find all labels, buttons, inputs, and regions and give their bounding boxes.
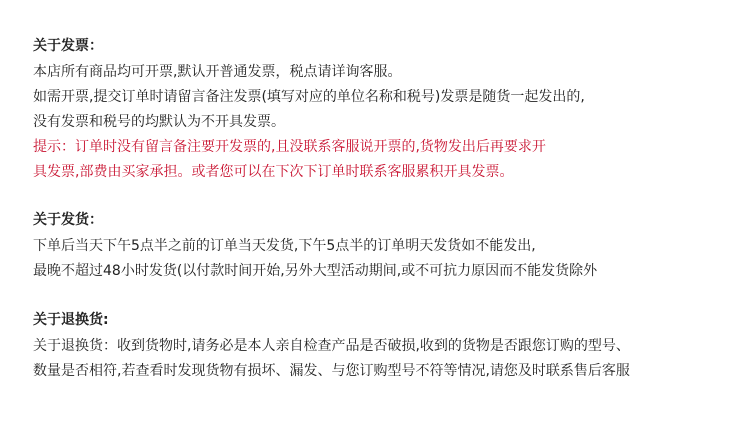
shipping-line: 最晚不超过48小时发货(以付款时间开始,另外大型活动期间,或不可抗力原因而不能发货除外 (33, 263, 598, 279)
returns-line: 关于退换货：收到货物时,请务必是本人亲自检查产品是否破损,收到的货物是否跟您订购的型号、 (33, 338, 630, 354)
returns-heading: 关于退换货: (33, 312, 109, 328)
shipping-line: 下单后当天下午5点半之前的订单当天发货,下午5点半的订单明天发货如不能发出, (33, 238, 536, 254)
invoice-notice-line: 具发票,部费由买家承担。或者您可以在下次下订单时联系客服累积开具发票。 (33, 164, 514, 180)
invoice-section (33, 36, 733, 185)
returns-line: 数量是否相符,若查看时发现货物有损坏、漏发、与您订购型号不符等情况,请您及时联系售后客服 (33, 363, 630, 379)
invoice-notice-line: 提示：订单时没有留言备注要开发票的,且没联系客服说开票的,货物发出后再要求开 (33, 139, 546, 155)
invoice-line: 如需开票,提交订单时请留言备注发票(填写对应的单位名称和税号)发票是随货一起发出的, (33, 89, 585, 105)
shipping-heading: 关于发货： (33, 212, 103, 228)
shipping-section (33, 210, 733, 284)
invoice-line: 没有发票和税号的均默认为不开具发票。 (33, 114, 285, 130)
invoice-line: 本店所有商品均可开票,默认开普通发票，税点请详询客服。 (33, 64, 402, 80)
returns-section (33, 310, 733, 384)
invoice-heading: 关于发票： (33, 38, 103, 54)
